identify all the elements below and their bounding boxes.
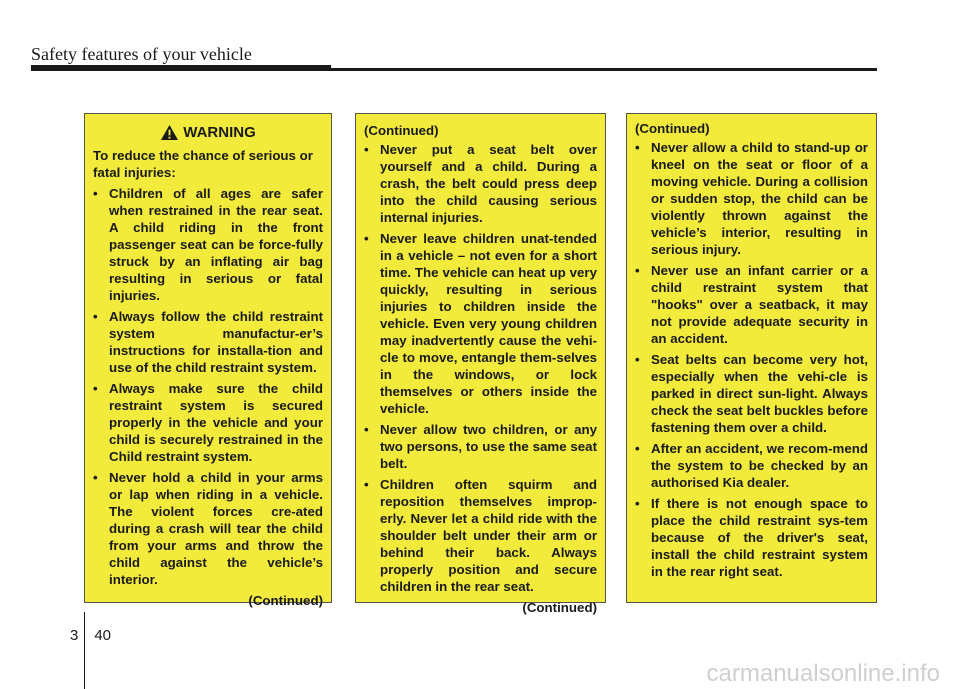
page-index: 40 (94, 627, 112, 644)
warning-list-2 (364, 141, 597, 595)
warning-triangle-icon (160, 124, 179, 141)
list-item: • Always follow the child restraint system manufactur-er’s instructions for installa-tion and use of the child restraint system. (93, 308, 323, 376)
warning-box-2 (355, 113, 606, 615)
warning-box-1 (84, 113, 332, 608)
warning-box-3 (626, 113, 877, 603)
list-item: • After an accident, we recom-mend the system to be checked by an authorised Kia dealer. (635, 440, 868, 491)
page-number (70, 627, 111, 644)
warning-list-3 (635, 139, 868, 580)
page-header-title: Safety features of your vehicle (31, 44, 252, 64)
list-item: • Children often squirm and reposition themselves improp-erly. Never let a child ride with the shoulder belt under their arm or behind their back. Always properly position and secure children in the rear seat. (364, 476, 597, 595)
list-item: • Always make sure the child restraint system is secured properly in the vehicle and your child is securely restrained in the Child restraint system. (93, 380, 323, 465)
header-rule (31, 68, 877, 71)
list-item: • If there is not enough space to place the child restraint sys-tem because of the driver's seat, install the child restraint system in the rear right seat. (635, 495, 868, 580)
list-item: • Never put a seat belt over yourself and a child. During a crash, the belt could press deep into the child causing serious internal injuries. (364, 141, 597, 226)
warning-heading (93, 124, 323, 141)
watermark: carmanualsonline.info (706, 660, 940, 687)
warning-list-1 (93, 185, 323, 588)
continued-footer: (Continued) (522, 600, 597, 615)
page-number-divider (84, 612, 85, 689)
list-item: • Never leave children unat-tended in a vehicle – not even for a short time. The vehicle can heat up very quickly, resulting in serious injuries to children inside the vehicle. Even very young children may inadvertently cause the vehi-cle to move, entangle them-selves in the windows, or lock themselves or others inside the vehicle. (364, 230, 597, 417)
list-item: • Children of all ages are safer when restrained in the rear seat. A child riding in the front passenger seat can be force-fully struck by an inflating air bag resulting in serious or fatal injuries. (93, 185, 323, 304)
continued-footer: (Continued) (248, 593, 323, 608)
list-item: • Seat belts can become very hot, especially when the vehi-cle is parked in direct sun-light. Always check the seat belt buckles before fastening them over a child. (635, 351, 868, 436)
warning-intro: To reduce the chance of serious or fatal injuries: (93, 148, 313, 180)
list-item: • Never use an infant carrier or a child restraint system that "hooks" over a seatback, it may not provide adequate security in an accident. (635, 262, 868, 347)
list-item: • Never hold a child in your arms or lap when riding in a vehicle. The violent forces cre-ated during a crash will tear the child from your arms and throw the child against the vehicle’s interior. (93, 469, 323, 588)
section-number: 3 (70, 627, 79, 644)
list-item: • Never allow two children, or any two persons, to use the same seat belt. (364, 421, 597, 472)
warning-label: WARNING (183, 124, 256, 141)
continued-header: (Continued) (364, 123, 439, 138)
list-item: • Never allow a child to stand-up or kneel on the seat or floor of a moving vehicle. During a collision or sudden stop, the child can be violently thrown against the vehicle’s interior, resulting in serious injury. (635, 139, 868, 258)
continued-header: (Continued) (635, 121, 710, 136)
